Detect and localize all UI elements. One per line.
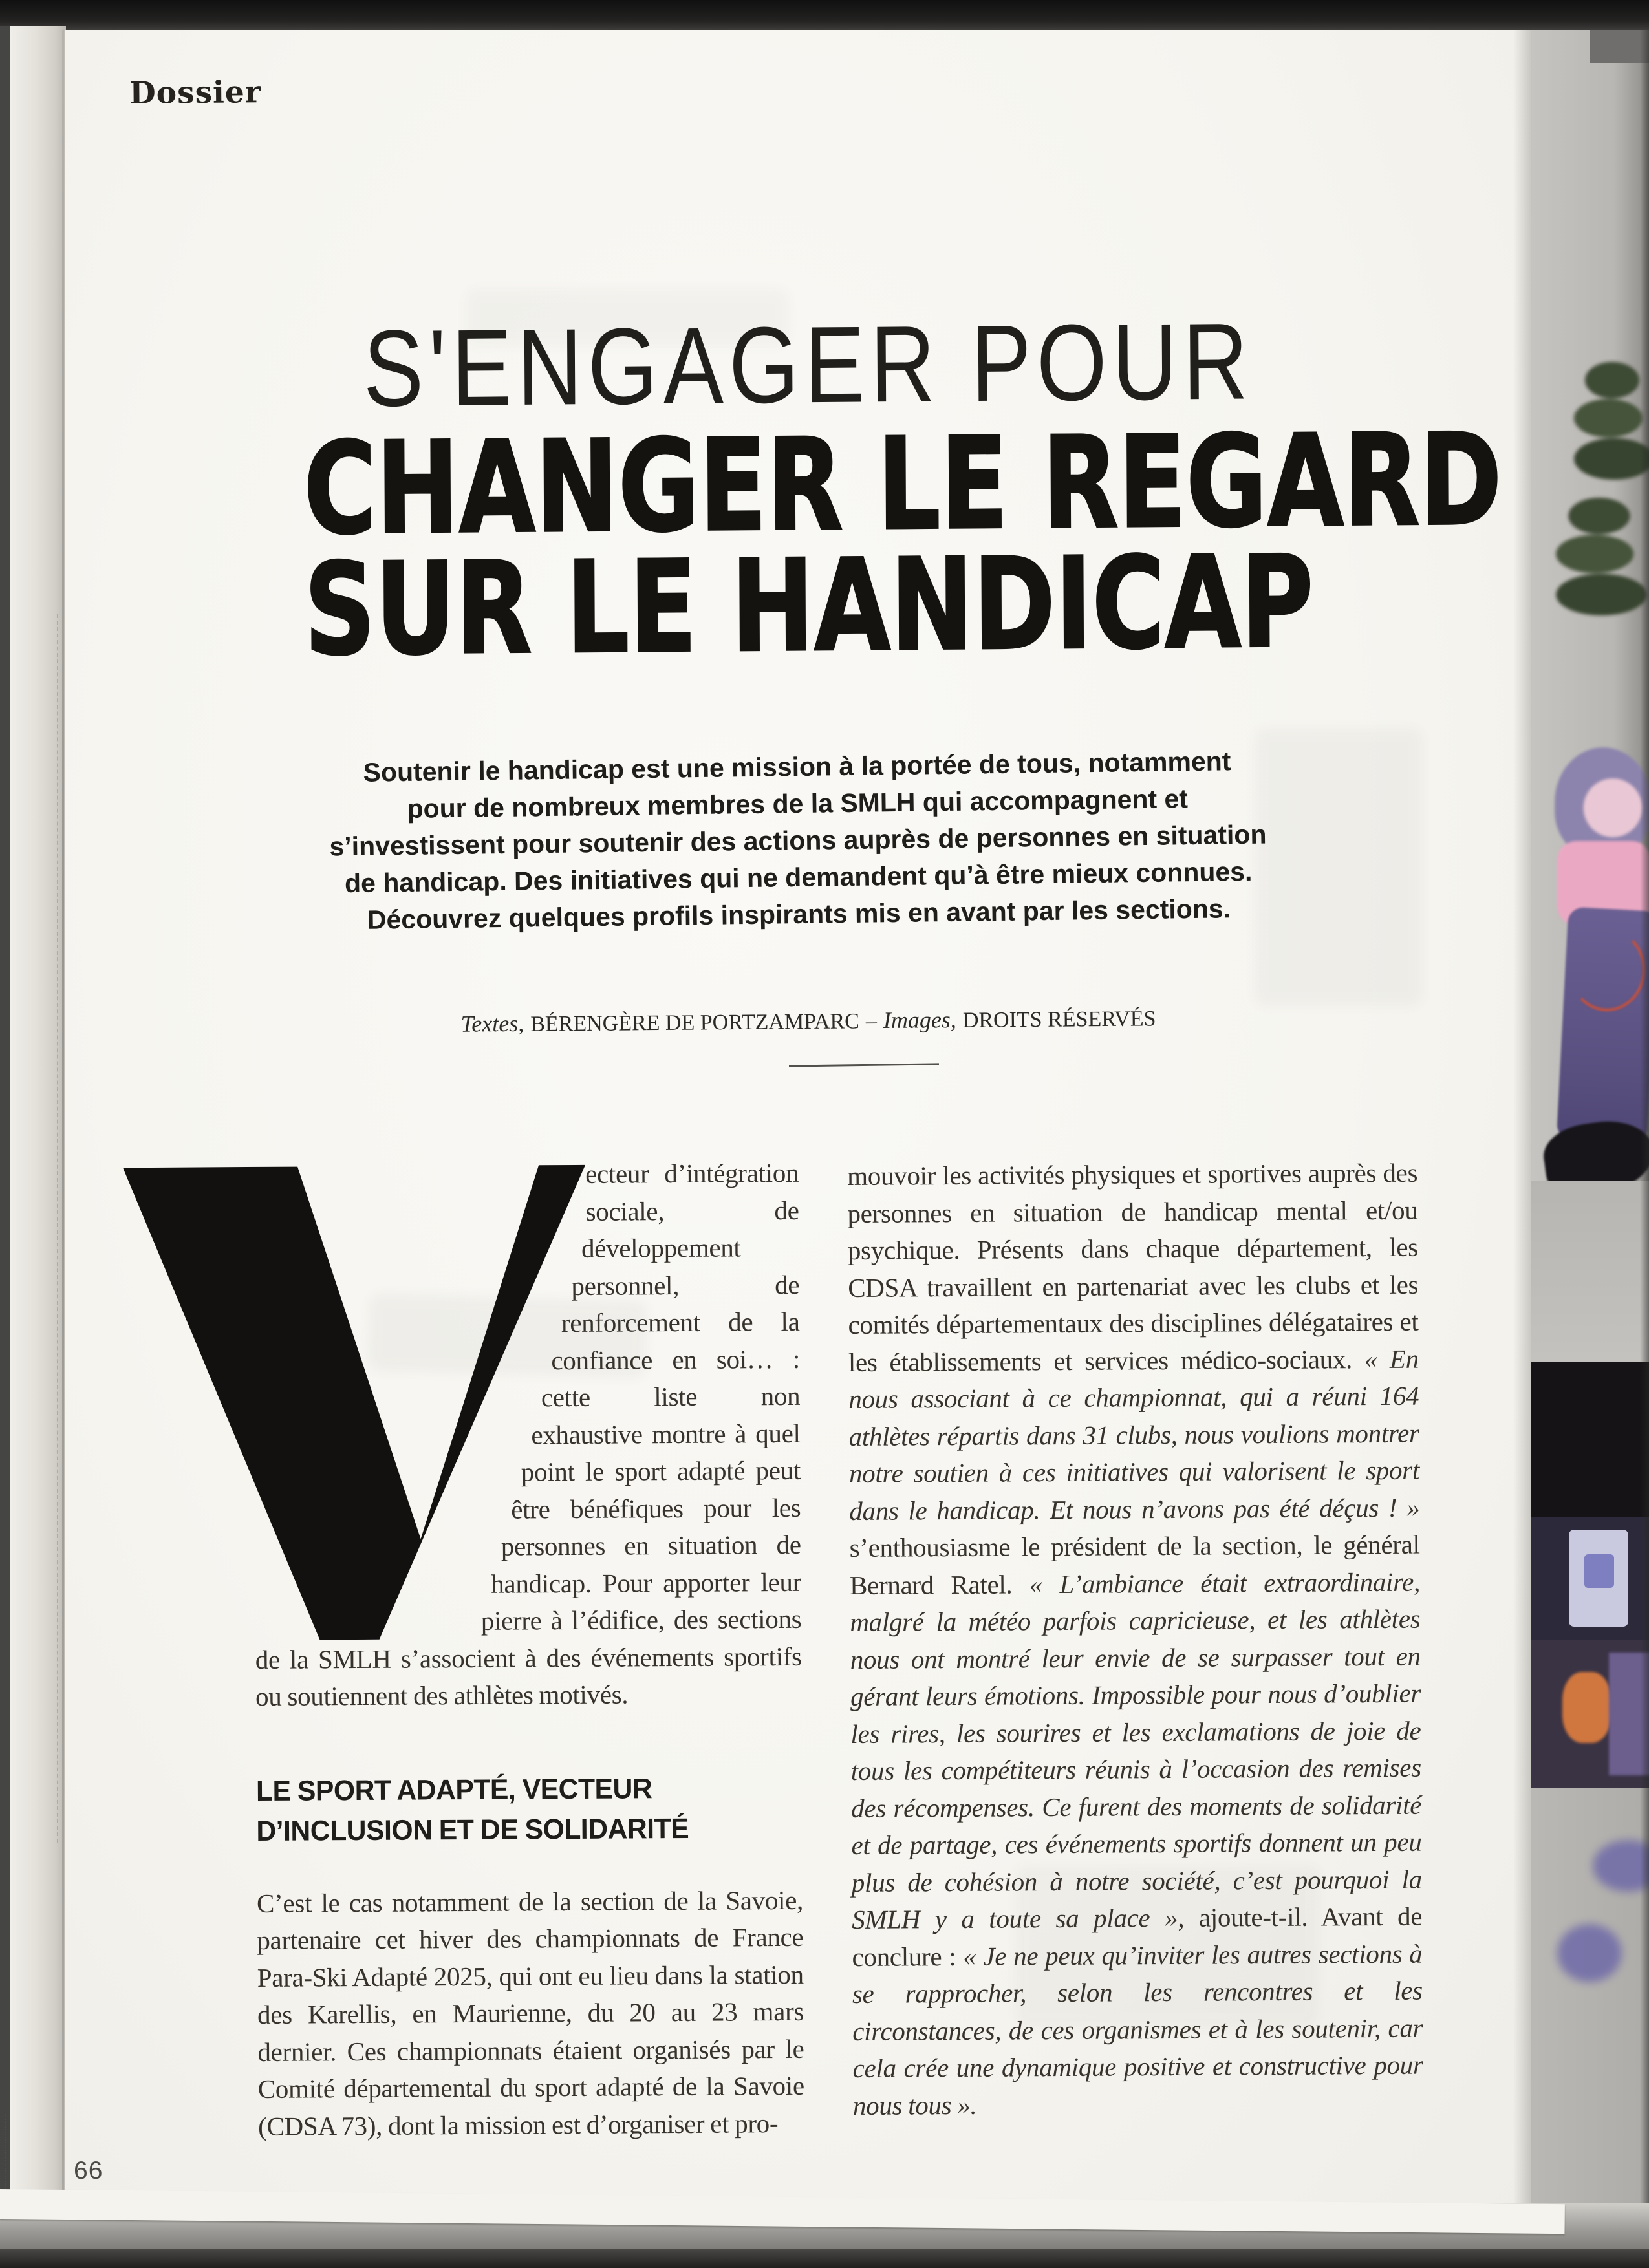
snow-photo-fragment — [1531, 1181, 1649, 1362]
article-column-2 — [847, 1155, 1423, 2124]
article-subheading-line: D’INCLUSION ET DE SOLIDARITÉ — [256, 1812, 689, 1847]
quote-run: « L’ambiance était extraordinaire, malgré la météo parfois capricieuse, et les athlètes nous ont montré leur envie de se surpasser tout en gérant leurs émotions. Impossible pour nous d’oublier les rires, les sourires et les exclamations de joie de tous les compétiteurs réunis à l’occasion des remises des récompenses. Ce furent des moments de solidarité et de partage, ces événements sportifs donnent un peu plus de cohésion à notre société, c’est pourquoi la SMLH y a toute sa place » — [850, 1567, 1422, 1934]
photo-gray-area — [1531, 1788, 1649, 2203]
scanner-bottom-edge — [0, 2249, 1649, 2268]
standfirst-line: s’investissent pour soutenir des actions auprès de personnes en situation — [329, 819, 1267, 862]
scan-left-edge — [0, 26, 10, 2268]
quote-run: « En nous associant à ce championnat, qui a réuni 164 athlètes répartis dans 31 clubs, nous voulions montrer notre soutien à ces initiatives qui valorisent le sport dans le handicap. Et nous n’avons pas été déçus ! » — [848, 1343, 1420, 1526]
magazine-page — [65, 30, 1531, 2207]
article-paragraph-2: C’est le cas notamment de la section de la Savoie, partenaire cet hiver des championnats de France Para-Ski Adapté 2025, qui ont eu lieu dans la station des Karellis, en Maurienne, du 20 au 23 mars dernier. Ces championnats étaient organisés par le Comité départemental du sport adapté de la Savoie (CDSA 73), dont la mission est d’organiser et pro- — [256, 1885, 804, 2141]
photo-fragment — [1531, 1517, 1649, 1640]
photo-fragment — [1531, 1640, 1649, 1788]
page-title-line-1: S'ENGAGER POUR — [363, 300, 1254, 429]
photo-fragment-detail — [1584, 1554, 1614, 1588]
purple-dot-photo-fragment — [1557, 1924, 1622, 1982]
page-number: 66 — [74, 2157, 103, 2185]
body-run: mouvoir les activités physiques et sportives auprès des personnes en situation de handicap mental et/ou psychique. Présents dans chaque département, les CDSA travaillent en partenariat avec les clubs et les comités départementaux des disciplines délégataires et les établissements et services médico-sociaux. — [847, 1157, 1419, 1377]
standfirst-line: Découvrez quelques profils inspirants mis en avant par les sections. — [367, 893, 1231, 935]
article-column-1 — [252, 1155, 804, 2145]
section-label: Dossier — [129, 74, 262, 111]
byline-images-label: Images, — [883, 1007, 957, 1033]
quote-run: « Je ne peux qu’inviter les autres sections à se rapprocher, selon les rencontres et les circonstances, de ces organismes et à les soutenir, car cela crée une dynamique positive et constructive pour nous tous ». — [852, 1938, 1423, 2121]
page-title-line-2: CHANGER LE REGARD — [303, 406, 1503, 564]
byline-author: BÉRENGÈRE DE PORTZAMPARC — [530, 1009, 860, 1036]
fir-tree-photo-fragment — [1544, 489, 1649, 625]
article-subheading-line: LE SPORT ADAPTÉ, VECTEUR — [255, 1772, 652, 1807]
binding-crease — [62, 30, 64, 2215]
byline — [162, 1001, 1455, 1040]
body-run: s’enthousiasme le président de la section, le général Bernard Ratel. — [849, 1529, 1420, 1600]
skier-cord-photo-fragment — [1569, 928, 1645, 1011]
scanner-top-edge — [0, 0, 1649, 30]
print-registration-marks — [57, 614, 59, 1843]
article-paragraph-1: ecteur d’intégration sociale, de développement personnel, de renforcement de la confiance en soi… : cette liste non exhaustive montre à quel point le sport adapté peut être bénéfiques pour les personnes en situation de handicap. Pour apporter leur pierre à l’édifice, des sections de la SMLH s’associent à des événements sportifs ou soutiennent des athlètes motivés. — [255, 1157, 802, 1711]
photo-black-band — [1531, 1362, 1649, 1517]
standfirst-line: Soutenir le handicap est une mission à la portée de tous, notamment — [363, 746, 1231, 787]
scan-right-edge — [1640, 30, 1649, 2203]
body-run: , ajoute-t-il. Avant de conclure : — [852, 1901, 1423, 1972]
standfirst — [312, 742, 1284, 939]
print-registration-marks — [5, 2114, 7, 2192]
photo-fragment-detail — [1562, 1672, 1611, 1743]
fir-tree-photo-fragment — [1564, 353, 1649, 489]
page-title-line-3: SUR LE HANDICAP — [303, 528, 1314, 685]
byline-texts-label: Textes, — [460, 1010, 524, 1037]
byline-separator: – — [865, 1009, 878, 1034]
next-page-photo-sliver — [1531, 30, 1649, 2203]
standfirst-line: pour de nombreux membres de la SMLH qui accompagnent et — [407, 784, 1189, 824]
byline-images-credit: DROITS RÉSERVÉS — [962, 1007, 1156, 1032]
page-title-heavy — [303, 406, 1503, 685]
byline-rule — [789, 1063, 939, 1067]
article-paragraph-3 — [847, 1155, 1423, 2124]
standfirst-line: de handicap. Des initiatives qui ne demandent qu’à être mieux connues. — [344, 856, 1253, 899]
article-subheading — [256, 1768, 786, 1851]
